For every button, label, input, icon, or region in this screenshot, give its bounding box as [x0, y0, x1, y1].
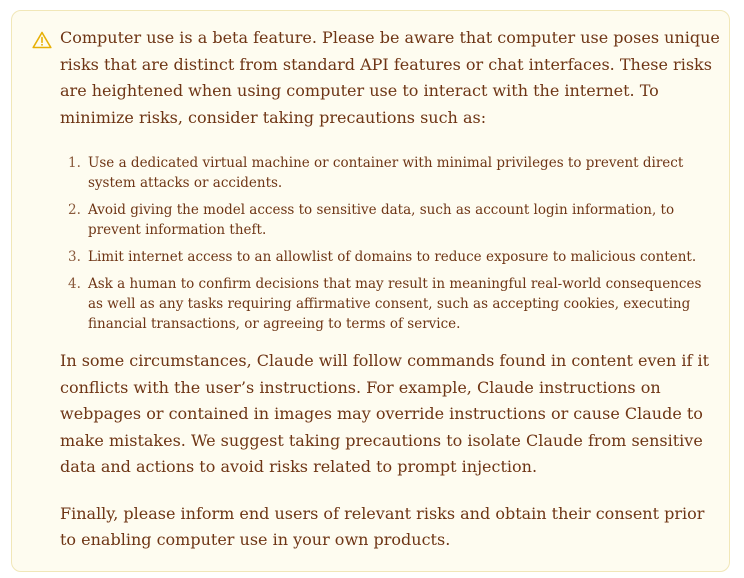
list-item — [68, 153, 720, 193]
prompt-injection-paragraph: In some circumstances, Claude will follow commands found in content even if it conflicts with the user’s instructions. For example, Claude instructions on webpages or contained in images may override instructions or cause Claude to make mistakes. We suggest taking precautions to isolate Claude from sensitive data and actions to avoid risks related to prompt injection. — [60, 351, 710, 476]
callout-content — [60, 25, 720, 554]
warning-callout — [11, 10, 730, 572]
consent-paragraph: Finally, please inform end users of relevant risks and obtain their consent prior to enabling computer use in your own products. — [60, 503, 705, 549]
list-item — [68, 200, 720, 240]
list-item-number: 1. — [68, 155, 81, 171]
list-item-number: 4. — [68, 276, 81, 292]
list-item-number: 3. — [68, 249, 81, 265]
precautions-list — [60, 153, 720, 334]
list-item-text: Use a dedicated virtual machine or container with minimal privileges to prevent direct system attacks or accidents. — [88, 155, 684, 191]
list-item-text: Avoid giving the model access to sensitive data, such as account login information, to prevent information theft. — [88, 202, 675, 238]
list-item-text: Limit internet access to an allowlist of domains to reduce exposure to malicious content. — [88, 249, 697, 265]
list-item-number: 2. — [68, 202, 81, 218]
intro-paragraph: Computer use is a beta feature. Please be aware that computer use poses unique risks that are distinct from standard API features or chat interfaces. These risks are heightened when using computer use to interact with the internet. To minimize risks, consider taking precautions such as: — [60, 28, 720, 127]
list-item-text: Ask a human to confirm decisions that may result in meaningful real-world consequences as well as any tasks requiring affirmative consent, such as accepting cookies, executing financial transactions, or agreeing to terms of service. — [88, 276, 702, 332]
list-item — [68, 247, 720, 267]
list-item — [68, 274, 720, 334]
warning-triangle-icon — [32, 31, 52, 49]
